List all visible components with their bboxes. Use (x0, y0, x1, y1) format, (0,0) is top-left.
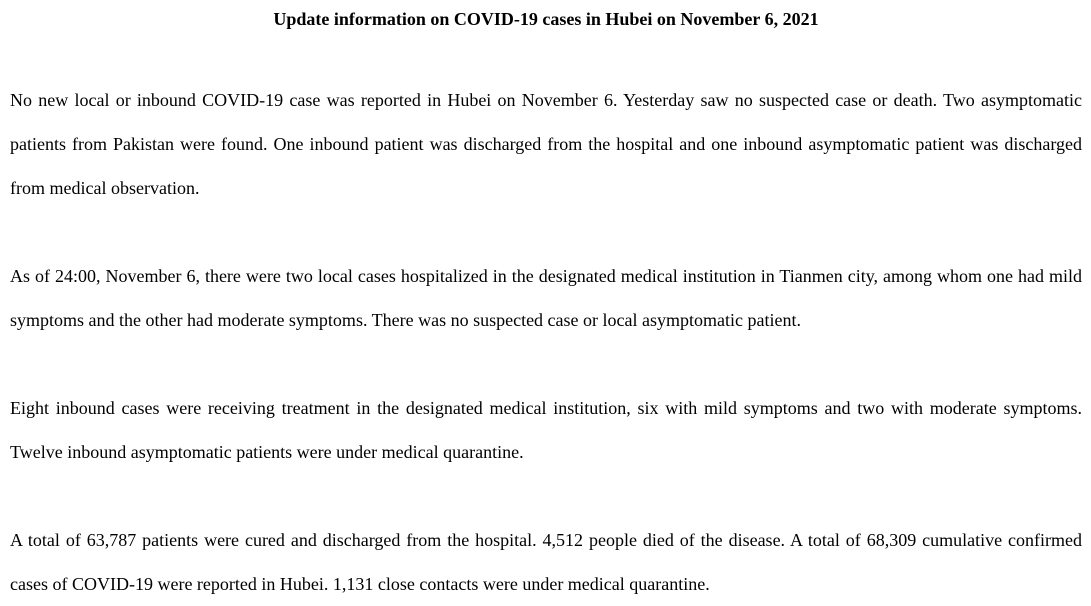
paragraph-inbound-treatment: Eight inbound cases were receiving treatment in the designated medical institution, six with mild symptoms and two with moderate symptoms. Twelve inbound asymptomatic patients were under medical quarantine. (10, 398, 1082, 462)
document-title: Update information on COVID-19 cases in Hubei on November 6, 2021 (273, 9, 819, 29)
paragraph-cumulative-totals: A total of 63,787 patients were cured and discharged from the hospital. 4,512 people died of the disease. A total of 68,309 cumulative confirmed cases of COVID-19 were reported in Hubei. 1,131 close contacts were under medical quarantine. (10, 530, 1082, 594)
paragraph-local-hospitalized: As of 24:00, November 6, there were two local cases hospitalized in the designated medical institution in Tianmen city, among whom one had mild symptoms and the other had moderate symptoms. There was no suspected case or local asymptomatic patient. (10, 266, 1082, 330)
paragraph-new-cases: No new local or inbound COVID-19 case was reported in Hubei on November 6. Yesterday saw no suspected case or death. Two asymptomatic patients from Pakistan were found. One inbound patient was discharged from the hospital and one inbound asymptomatic patient was discharged from medical observation. (10, 90, 1082, 198)
